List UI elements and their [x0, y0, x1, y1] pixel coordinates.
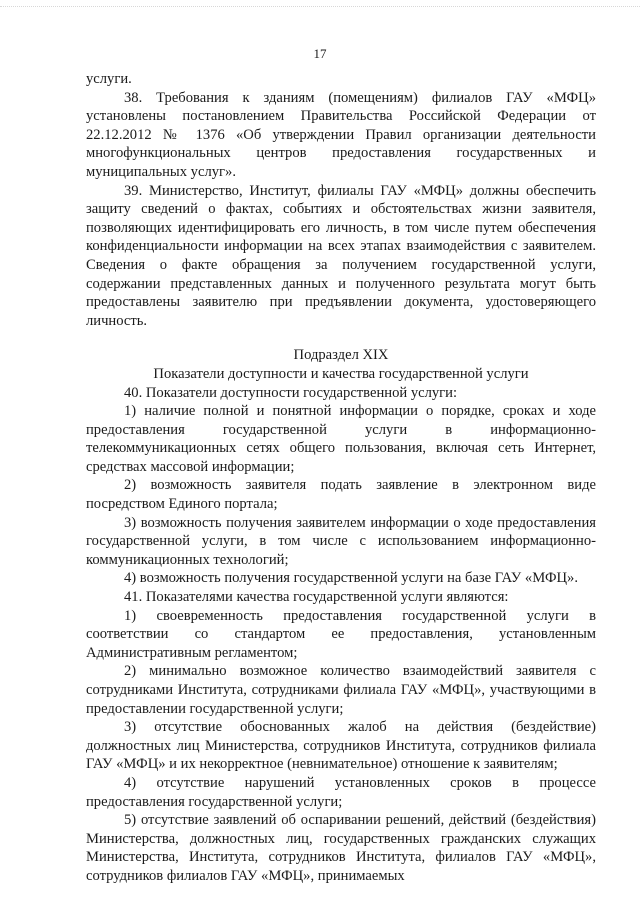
- list-item-40-3: 3) возможность получения заявителем информации о ходе предоставления государственной услуги, в том числе с использованием информационно-коммуникационных технологий;: [86, 514, 596, 568]
- list-item-40-1: 1) наличие полной и понятной информации о порядке, сроках и ходе предоставления государственной услуги в информационно-телекоммуникационных сетях общего пользования, включая сеть Интернет, средствах массовой информации;: [86, 403, 596, 475]
- list-item-40-4: 4) возможность получения государственной услуги на базе ГАУ «МФЦ».: [124, 570, 578, 587]
- paragraph-38: 38. Требования к зданиям (помещениям) филиалов ГАУ «МФЦ» установлены постановлением Правительства Российской Федерации от 22.12.2012 № 1376 «Об утверждении Правил организации деятельности многофункциональных центров предоставления государственных и муниципальных услуг».: [86, 89, 596, 180]
- list-item-41-3: 3) отсутствие обоснованных жалоб на действия (бездействие) должностных лиц Министерства, сотрудников Института, сотрудников филиала ГАУ «МФЦ» и их некорректное (невнимательное) отношение к заявителям;: [86, 719, 596, 773]
- list-item-41-2: 2) минимально возможное количество взаимодействий заявителя с сотрудниками Института, сотрудниками филиала ГАУ «МФЦ», участвующими в предоставлении государственной услуги;: [86, 663, 596, 717]
- paragraph-continuation: услуги.: [86, 71, 132, 87]
- paragraph-41: 41. Показателями качества государственной услуги являются:: [124, 589, 509, 606]
- paragraph-40: 40. Показатели доступности государственной услуги:: [124, 384, 458, 401]
- list-item-41-5: 5) отсутствие заявлений об оспаривании решений, действий (бездействия) Министерства, должностных лиц, государственных гражданских служащих Министерства, Института, сотрудников Института, филиалов ГАУ «МФЦ», сотрудников филиалов ГАУ «МФЦ», принимаемых: [86, 812, 596, 884]
- subsection-heading: Подраздел XIX: [293, 347, 389, 364]
- page-number: 17: [313, 46, 327, 61]
- document-body: [86, 70, 596, 886]
- subsection-title: Показатели доступности и качества государственной услуги: [153, 365, 529, 382]
- list-item-41-1: 1) своевременность предоставления государственной услуги в соответствии со стандартом ее предоставления, установленным Административным регламентом;: [86, 607, 596, 661]
- list-item-40-2: 2) возможность заявителя подать заявление в электронном виде посредством Единого портала;: [86, 477, 596, 513]
- paragraph-39: 39. Министерство, Институт, филиалы ГАУ «МФЦ» должны обеспечить защиту сведений о фактах, событиях и обстоятельствах жизни заявителя, позволяющих идентифицировать его личность, в том числе путем обеспечения конфиденциальности информации на всех этапах взаимодействия с заявителем. Сведения о факте обращения за получением государственной услуги, содержании представленных данных и полученного результата могут быть предоставлены заявителю при предъявлении документа, удостоверяющего личность.: [86, 182, 596, 329]
- list-item-41-4: 4) отсутствие нарушений установленных сроков в процессе предоставления государственной услуги;: [86, 774, 596, 810]
- scan-artifact-line: [0, 6, 640, 9]
